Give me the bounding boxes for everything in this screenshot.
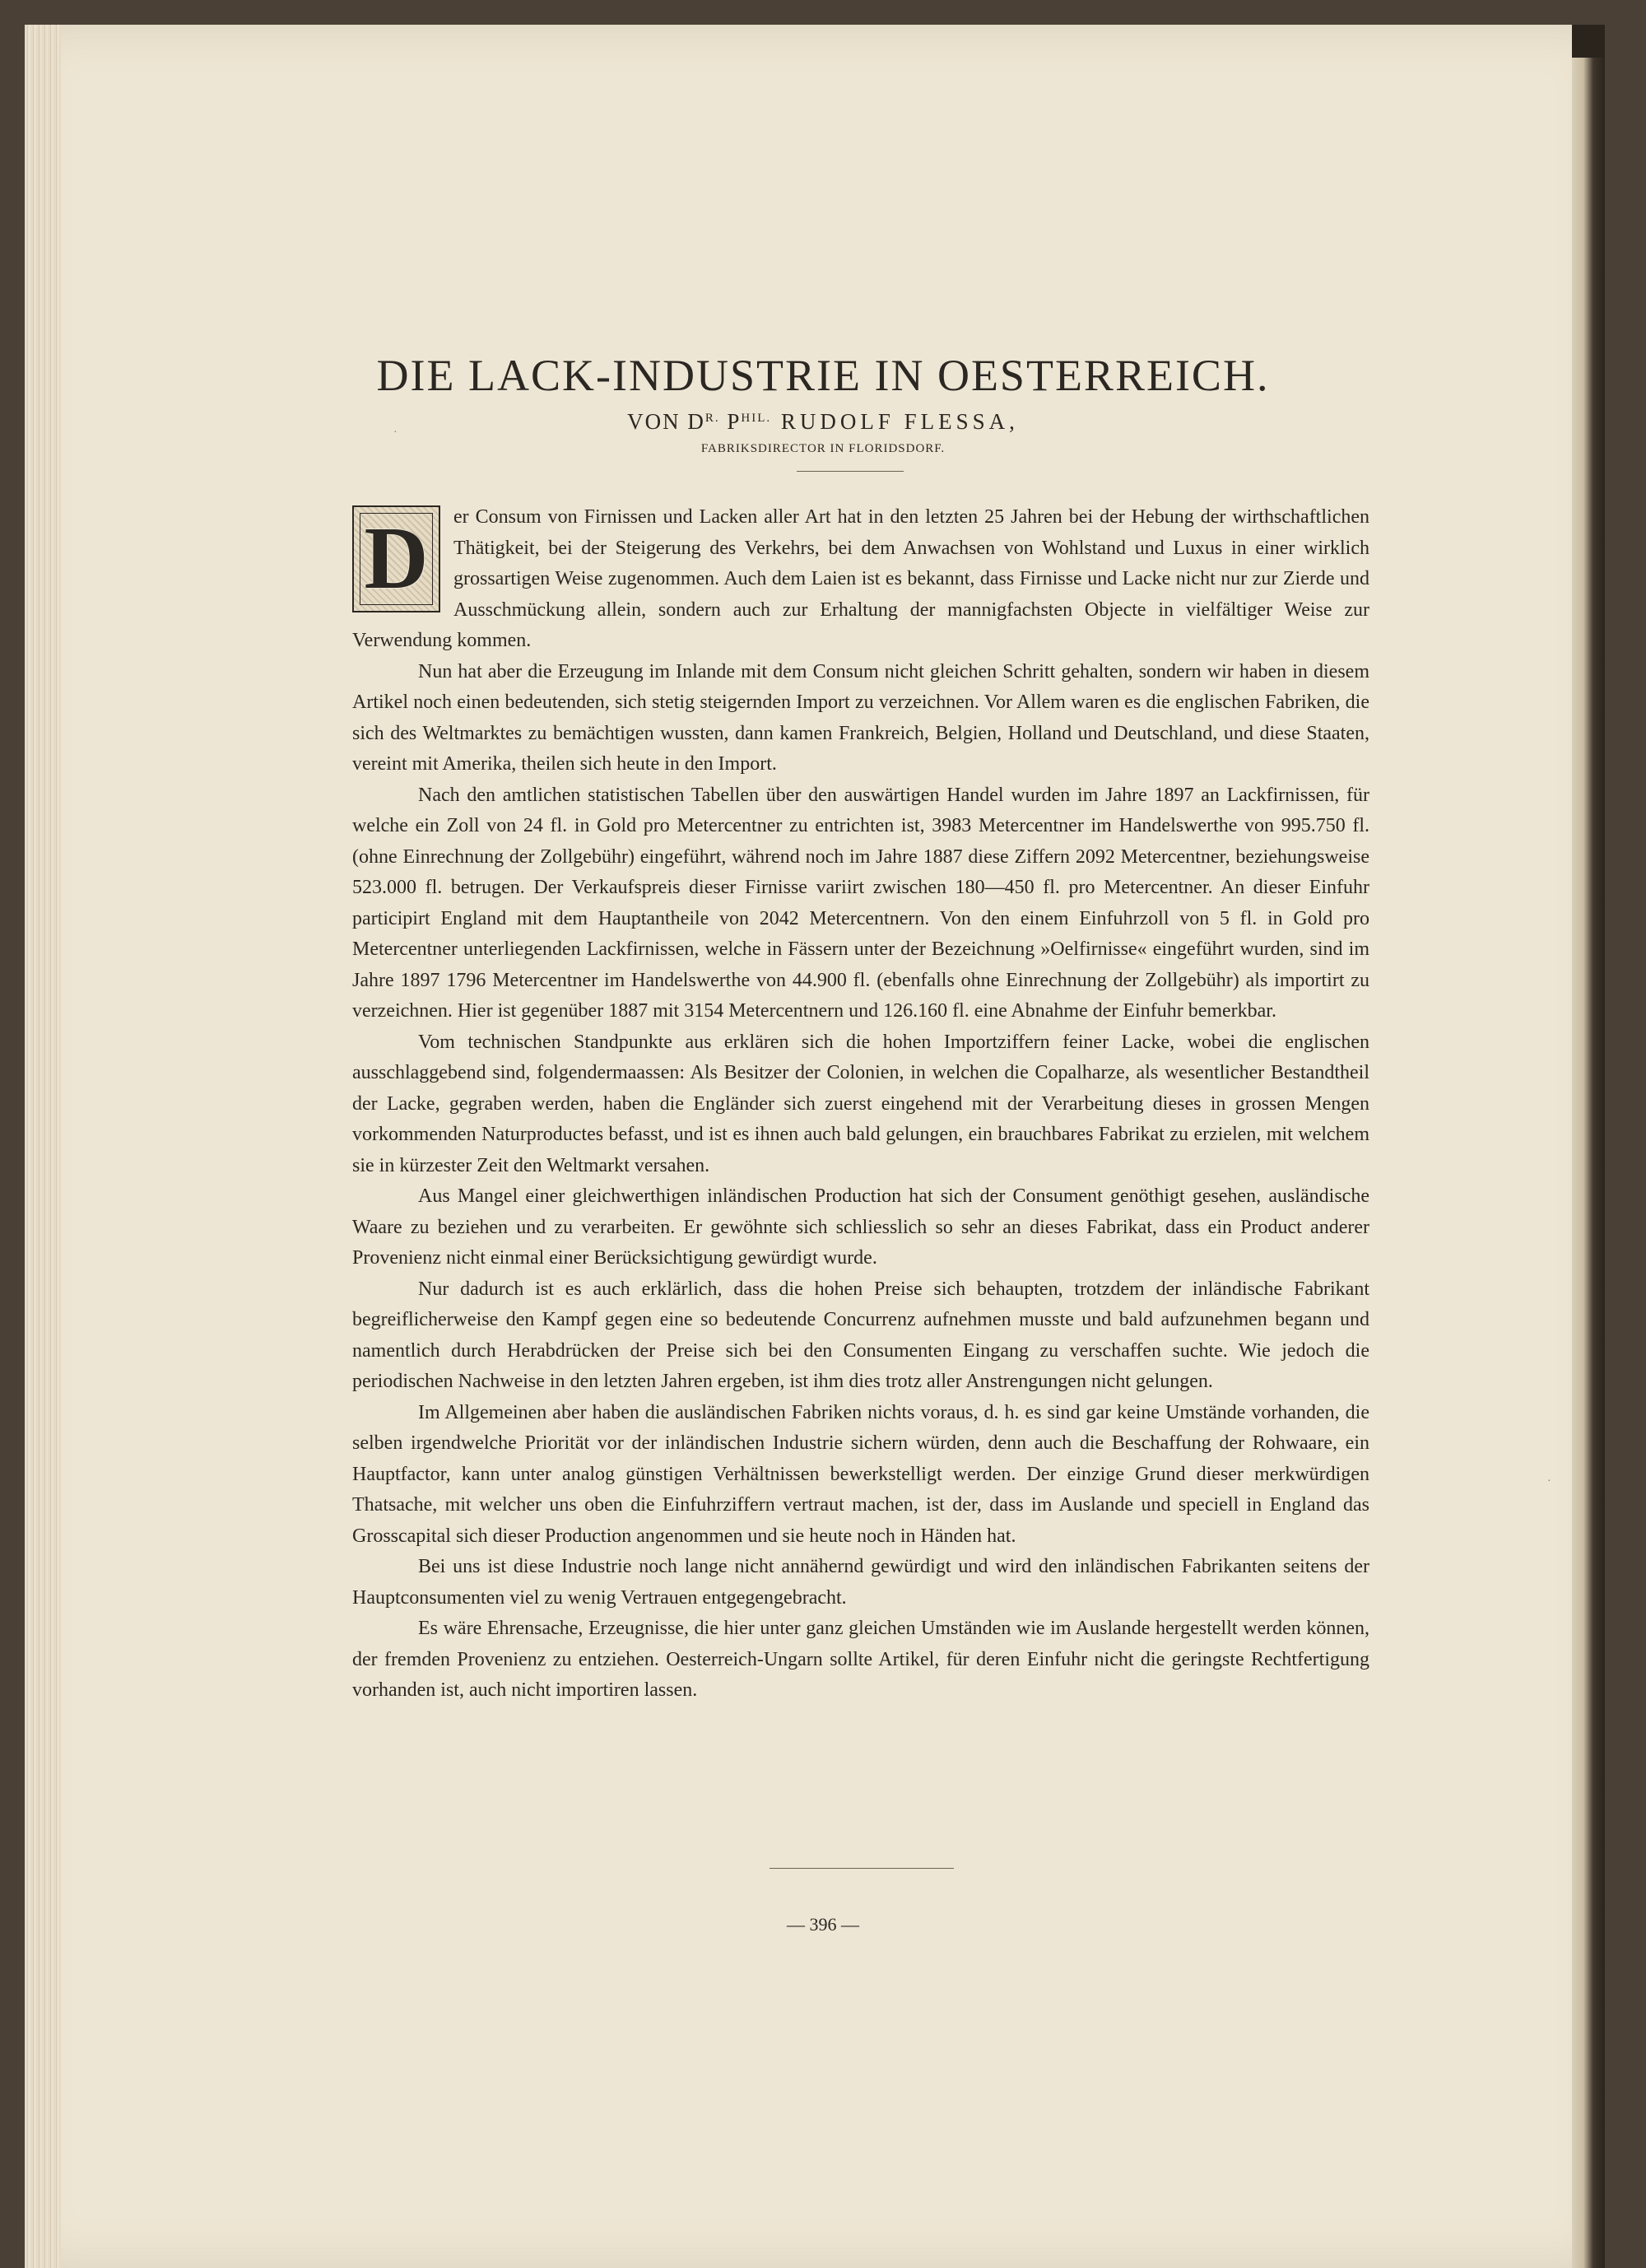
closing-divider bbox=[770, 1868, 954, 1869]
paragraph-3: Nach den amtlichen statistischen Tabellen über den auswärtigen Handel wurden im Jahre 1897 an Lackfirnissen, für welche ein Zoll von 24 fl. in Gold pro Metercentner zu entrichten ist, 3983 Metercentner im Handelswerthe von 995.750 fl. (ohne Einrechnung der Zollgebühr) eingeführt, während noch im Jahre 1887 diese Ziffern 2092 Metercentner, beziehungsweise 523.000 fl. betrugen. Der Verkaufspreis dieser Firnisse variirt zwischen 180—450 fl. pro Metercentner. An dieser Einfuhr participirt England mit dem Hauptantheile von 2042 Metercentnern. Von den einem Einfuhrzoll von 5 fl. in Gold pro Metercentner unterliegenden Lackfirnissen, welche in Fässern unter der Bezeichnung »Oelfirnisse« eingeführt wurden, sind im Jahre 1897 1796 Metercentner im Handelswerthe von 44.900 fl. (ebenfalls ohne Einrechnung der Zollgebühr) als importirt zu verzeichnen. Hier ist gegenüber 1887 mit 3154 Metercentnern und 126.160 fl. eine Abnahme der Einfuhr bemerkbar. bbox=[352, 784, 1369, 1022]
article-title: DIE LACK-INDUSTRIE IN OESTERREICH. bbox=[376, 351, 1270, 400]
initial-letter: D bbox=[364, 510, 429, 608]
byline-sup-dr: R. bbox=[704, 412, 720, 425]
byline-middle: P bbox=[719, 409, 742, 434]
author-affiliation: FABRIKSDIRECTOR IN FLORIDSDORF. bbox=[700, 442, 946, 455]
title-divider bbox=[797, 471, 904, 472]
paragraph-9: Es wäre Ehrensache, Erzeugnisse, die hier unter ganz gleichen Umständen wie im Auslande hergestellt werden können, der fremden Provenienz zu entziehen. Oesterreich-Ungarn sollte Artikel, für deren Einfuhr nicht die geringste Rechtfertigung vorhanden ist, auch nicht importiren lassen. bbox=[352, 1618, 1369, 1701]
paragraph-5: Aus Mangel einer gleichwerthigen inländischen Production hat sich der Consument genöthigt gesehen, ausländische Waare zu beziehen und zu verarbeiten. Er gewöhnte sich schliesslich so sehr an dieses Fabrikat, dass ein Product anderer Provenienz nicht einmal einer Berücksichtigung gewürdigt wurde. bbox=[352, 1185, 1369, 1269]
article-body bbox=[352, 502, 1369, 1707]
paragraph-7: Im Allgemeinen aber haben die ausländischen Fabriken nichts voraus, d. h. es sind gar keine Umstände vorhanden, die selben irgendwelche Priorität vor der inländischen Industrie sichern würden, denn auch die Beschaffung der Rohwaare, ein Hauptfactor, kann unter analog günstigen Verhältnissen bewerkstelligt werden. Der einzige Grund dieser merkwürdigen Thatsache, mit welcher uns oben die Einfuhrziffern vertraut machen, ist der, dass im Auslande und speciell in England das Grosscapital sich dieser Production angenommen und sie heute noch in Händen hat. bbox=[352, 1401, 1369, 1547]
paragraph-text: er Consum von Firnissen und Lacken aller Art hat in den letzten 25 Jahren bei der Hebung der wirthschaftlichen Thätigkeit, bei der Steigerung des Verkehrs, bei dem Anwachsen von Wohlstand und Luxus in einer wirklich grossartigen Weise zugenommen. Auch dem Laien ist es bekannt, dass Firnisse und Lacke nicht nur zur Zierde und Ausschmückung allein, sondern auch zur Erhaltung der mannigfachsten Objecte in vielfältiger Weise zur Verwendung kommen. bbox=[352, 506, 1369, 651]
byline-sup-phil: HIL. bbox=[741, 412, 772, 425]
print-speck: · bbox=[1547, 1475, 1551, 1488]
binding-corner bbox=[1572, 25, 1605, 58]
byline-author: RUDOLF FLESSA, bbox=[771, 409, 1019, 434]
print-speck: · bbox=[393, 426, 398, 439]
paragraph-4: Vom technischen Standpunkte aus erklären sich die hohen Importziffern feiner Lacke, wobei die englischen ausschlaggebend sind, folgendermaassen: Als Besitzer der Colonien, in welchen die Copalharze, als wesentlicher Bestandtheil der Lacke, gegraben werden, haben die Engländer sich zuerst eingehend mit der Verarbeitung dieses in grossen Mengen vorkommenden Naturproductes befasst, und ist es ihnen auch bald gelungen, ein brauchbares Fabrikat zu erzielen, mit welchem sie in kürzester Zeit den Weltmarkt versahen. bbox=[352, 1031, 1369, 1176]
paragraph-2: Nun hat aber die Erzeugung im Inlande mit dem Consum nicht gleichen Schritt gehalten, sondern wir haben in diesem Artikel noch einen bedeutenden, sich stetig steigernden Import zu verzeichnen. Vor Allem waren es die englischen Fabriken, die sich des Weltmarktes zu bemächtigen wussten, dann kamen Frankreich, Belgien, Holland und Deutschland, und diese Staaten, vereint mit Amerika, theilen sich heute in den Import. bbox=[352, 660, 1369, 775]
ornamental-initial bbox=[352, 505, 440, 612]
paragraph-6: Nur dadurch ist es auch erklärlich, dass die hohen Preise sich behaupten, trotzdem der inländische Fabrikant begreiflicherweise den Kampf gegen eine so bedeutende Concurrenz aufnehmen musste und bald aufzunehmen begann und namentlich durch Herabdrücken der Preise sich bei den Consumenten Eingang zu verschaffen suchte. Wie jedoch die periodischen Nachweise in den letzten Jahren ergeben, ist ihm dies trotz aller Anstrengungen nicht gelungen. bbox=[352, 1278, 1369, 1392]
initial-frame bbox=[360, 510, 433, 608]
paragraph-8: Bei uns ist diese Industrie noch lange nicht annähernd gewürdigt und wird den inländischen Fabrikanten seitens der Hauptconsumenten viel zu wenig Vertrauen entgegengebracht. bbox=[352, 1556, 1369, 1609]
byline-prefix: VON D bbox=[627, 409, 705, 434]
paragraph-1 bbox=[352, 502, 1369, 657]
article-byline bbox=[0, 409, 1646, 435]
page-number: — 396 — bbox=[787, 1914, 859, 1935]
